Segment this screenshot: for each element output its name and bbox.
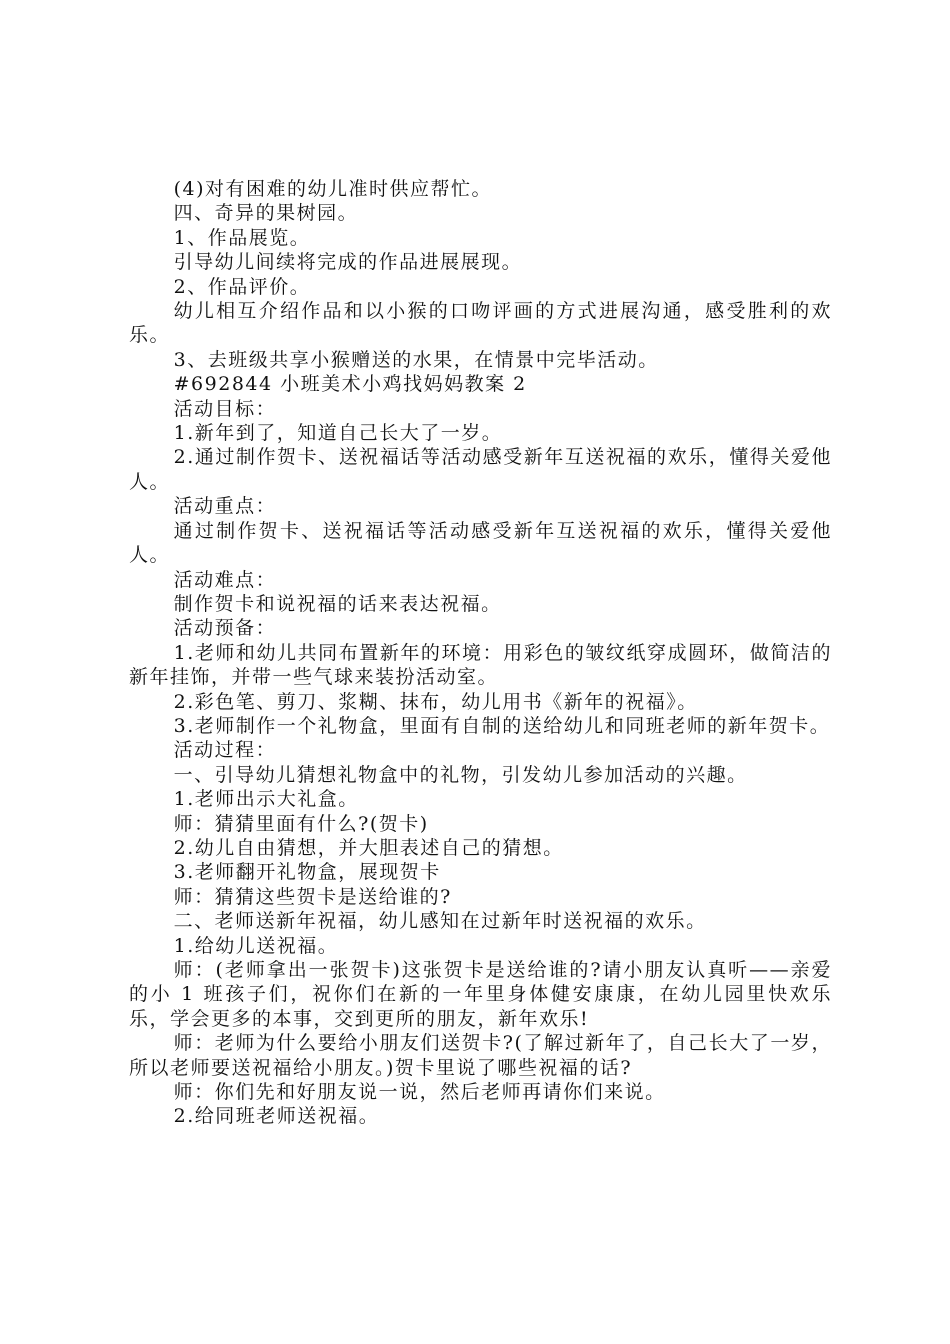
paragraph: 1.老师和幼儿共同布置新年的环境：用彩色的皱纹纸穿成圆环，做简洁的新年挂饰，并带一些气球来装扮活动室。 — [129, 641, 832, 689]
paragraph: 一、引导幼儿猜想礼物盒中的礼物，引发幼儿参加活动的兴趣。 — [173, 763, 748, 786]
paragraph: 师：猜猜这些贺卡是送给谁的? — [173, 885, 452, 908]
paragraph: 3、去班级共享小猴赠送的水果，在情景中完毕活动。 — [173, 348, 659, 371]
section-heading: 活动目标： — [173, 397, 277, 420]
paragraph: 师：猜猜里面有什么?(贺卡) — [173, 812, 429, 835]
paragraph: (4)对有困难的幼儿准时供应帮忙。 — [173, 178, 493, 200]
paragraph: 2、作品评价。 — [173, 275, 311, 298]
section-heading: 活动重点： — [173, 495, 277, 518]
paragraph: 师：你们先和好朋友说一说，然后老师再请你们来说。 — [173, 1081, 666, 1104]
paragraph: 3.老师翻开礼物盒，展现贺卡 — [173, 861, 441, 884]
paragraph: 2.通过制作贺卡、送祝福话等活动感受新年互送祝福的欢乐，懂得关爱他人。 — [129, 446, 832, 493]
paragraph: 1.给幼儿送祝福。 — [173, 934, 339, 957]
paragraph: 师：(老师拿出一张贺卡)这张贺卡是送给谁的?请小朋友认真听——亲爱的小 1 班孩子们，祝你们在新的一年里身体健安康康，在幼儿园里快欢乐乐，学会更多的本事，交到更所的朋友，新年欢乐! — [129, 959, 832, 1030]
paragraph: 师：老师为什么要给小朋友们送贺卡?(了解过新年了，自己长大了一岁，所以老师要送祝福给小朋友。)贺卡里说了哪些祝福的话? — [129, 1032, 832, 1079]
section-heading: 活动预备： — [173, 617, 277, 640]
document-title: #692844 小班美术小鸡找妈妈教案 2 — [173, 373, 527, 396]
paragraph: 2.幼儿自由猜想，并大胆表述自己的猜想。 — [173, 836, 564, 859]
document-body — [129, 177, 832, 1129]
paragraph: 幼儿相互介绍作品和以小猴的口吻评画的方式进展沟通，感受胜利的欢乐。 — [129, 300, 832, 347]
paragraph: 1、作品展览。 — [173, 226, 311, 249]
paragraph: 引导幼儿间续将完成的作品进展展现。 — [173, 251, 523, 274]
paragraph: 二、老师送新年祝福，幼儿感知在过新年时送祝福的欢乐。 — [173, 910, 707, 933]
paragraph: 1.老师出示大礼盒。 — [173, 788, 359, 811]
paragraph: 通过制作贺卡、送祝福话等活动感受新年互送祝福的欢乐，懂得关爱他人。 — [129, 519, 832, 567]
paragraph: 2.彩色笔、剪刀、浆糊、抹布，幼儿用书《新年的祝福》。 — [173, 690, 698, 713]
paragraph: 3.老师制作一个礼物盒，里面有自制的送给幼儿和同班老师的新年贺卡。 — [173, 714, 831, 737]
section-heading: 四、奇异的果树园。 — [173, 202, 359, 225]
paragraph: 2.给同班老师送祝福。 — [173, 1105, 380, 1128]
section-heading: 活动难点： — [173, 568, 277, 591]
paragraph: 1.新年到了，知道自己长大了一岁。 — [173, 422, 503, 445]
section-heading: 活动过程： — [173, 739, 277, 762]
paragraph: 制作贺卡和说祝福的话来表达祝福。 — [173, 592, 502, 615]
